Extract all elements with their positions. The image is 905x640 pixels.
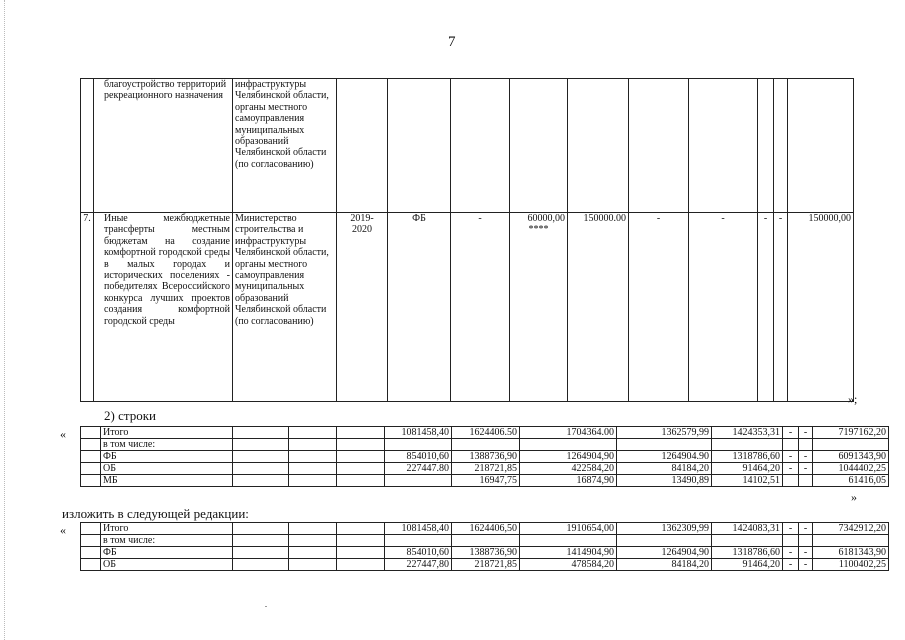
value-col-6: - bbox=[783, 451, 799, 463]
blank-cell bbox=[81, 559, 101, 571]
value-col-4: 1362309,99 bbox=[617, 523, 712, 535]
value-col-2: 218721,85 bbox=[452, 559, 520, 571]
blank-cell bbox=[233, 547, 289, 559]
table-row bbox=[81, 451, 889, 463]
value-col-5: 1318786,60 bbox=[712, 451, 783, 463]
row-name: ОБ bbox=[101, 463, 233, 475]
value-col-2: 1388736,90 bbox=[452, 547, 520, 559]
value-col-4: 1362579,99 bbox=[617, 427, 712, 439]
blank-cell bbox=[337, 559, 385, 571]
row-name: ФБ bbox=[101, 451, 233, 463]
value-2016: - bbox=[451, 213, 510, 402]
executor: Министерство строительства и инфраструктуры Челябинской области, органы местного самоуправления муниципальных образований Челябинской области (по согласованию) bbox=[233, 213, 337, 402]
value-col-7: - bbox=[799, 559, 813, 571]
scan-speck bbox=[265, 606, 267, 607]
executor: инфраструктуры Челябинской области, органы местного самоуправления муниципальных образований Челябинской области (по согласованию) bbox=[233, 79, 337, 213]
table-row bbox=[81, 439, 889, 451]
value-col-6: - bbox=[783, 523, 799, 535]
blank-cell bbox=[81, 439, 101, 451]
blank-cell bbox=[233, 559, 289, 571]
value-col-1 bbox=[385, 475, 452, 487]
value-col-4 bbox=[617, 439, 712, 451]
value-col-2: 1624406.50 bbox=[452, 427, 520, 439]
blank-cell bbox=[337, 535, 385, 547]
blank-cell bbox=[289, 559, 337, 571]
value-2017-note: **** bbox=[528, 224, 549, 236]
blank-cell bbox=[233, 439, 289, 451]
table-row bbox=[81, 475, 889, 487]
value-col-2: 1388736,90 bbox=[452, 451, 520, 463]
blank-cell bbox=[233, 523, 289, 535]
value-col-4: 1264904.90 bbox=[617, 451, 712, 463]
closing-quote: » bbox=[851, 490, 857, 504]
row-name: ОБ bbox=[101, 559, 233, 571]
blank-cell bbox=[337, 439, 385, 451]
value-col-7: - bbox=[799, 463, 813, 475]
value-2018: 150000.00 bbox=[568, 213, 629, 402]
blank-cell bbox=[81, 535, 101, 547]
scan-edge bbox=[0, 0, 5, 640]
value-col-6: - bbox=[783, 463, 799, 475]
value-col-3: 422584,20 bbox=[520, 463, 617, 475]
value-col-6 bbox=[783, 439, 799, 451]
value-col-1: 854010,60 bbox=[385, 547, 452, 559]
closing-quote: »; bbox=[848, 392, 858, 406]
row-name: в том числе: bbox=[101, 535, 233, 547]
value-col-2: 218721,85 bbox=[452, 463, 520, 475]
table-row bbox=[81, 427, 889, 439]
value-col-7: - bbox=[799, 427, 813, 439]
value-col-7: - bbox=[799, 451, 813, 463]
value-2022: - bbox=[774, 213, 788, 402]
row-name: Итого bbox=[101, 427, 233, 439]
row-number: 7. bbox=[81, 213, 94, 402]
value-col-2 bbox=[452, 439, 520, 451]
row-total: 6091343,90 bbox=[813, 451, 889, 463]
blank-cell bbox=[289, 439, 337, 451]
blank-cell bbox=[233, 427, 289, 439]
value-col-7: - bbox=[799, 547, 813, 559]
blank-cell bbox=[233, 451, 289, 463]
row-total: 1100402,25 bbox=[813, 559, 889, 571]
blank-cell bbox=[337, 463, 385, 475]
activities-table bbox=[80, 78, 854, 402]
value-col-1 bbox=[385, 439, 452, 451]
blank-cell bbox=[337, 475, 385, 487]
table-row bbox=[81, 463, 889, 475]
row-total: 7342912,20 bbox=[813, 523, 889, 535]
activity-name: Иные межбюджетные трансферты местным бюджетам на создание комфортной городской среды в малых городах и исторических поселениях - победителях Всероссийского конкурса лучших проектов создания комфортной городской среды bbox=[94, 213, 233, 402]
blank-cell bbox=[81, 451, 101, 463]
row-number bbox=[81, 79, 94, 213]
blank-cell bbox=[289, 475, 337, 487]
value-col-7 bbox=[799, 535, 813, 547]
value-col-4: 84184,20 bbox=[617, 463, 712, 475]
table-row bbox=[81, 213, 854, 402]
value-col-2 bbox=[452, 535, 520, 547]
value-2019: - bbox=[629, 213, 689, 402]
blank-cell bbox=[289, 451, 337, 463]
value-col-5: 14102,51 bbox=[712, 475, 783, 487]
row-name: Итого bbox=[101, 523, 233, 535]
blank-cell bbox=[233, 475, 289, 487]
blank-cell bbox=[289, 523, 337, 535]
row-total: 61416,05 bbox=[813, 475, 889, 487]
blank-cell bbox=[233, 535, 289, 547]
blank-cell bbox=[289, 463, 337, 475]
value-col-2: 16947,75 bbox=[452, 475, 520, 487]
value-col-6: - bbox=[783, 427, 799, 439]
row-name: МБ bbox=[101, 475, 233, 487]
value-col-7 bbox=[799, 475, 813, 487]
blank-cell bbox=[289, 535, 337, 547]
value-col-4: 84184,20 bbox=[617, 559, 712, 571]
section-label-rows: 2) строки bbox=[104, 408, 156, 423]
blank-cell bbox=[337, 523, 385, 535]
years: 2019-2020 bbox=[337, 213, 388, 402]
row-total: 1044402,25 bbox=[813, 463, 889, 475]
table-row bbox=[81, 523, 889, 535]
value-col-2: 1624406,50 bbox=[452, 523, 520, 535]
source: ФБ bbox=[388, 213, 451, 402]
value-2017 bbox=[510, 213, 568, 402]
value-col-1: 1081458,40 bbox=[385, 523, 452, 535]
value-col-3 bbox=[520, 535, 617, 547]
value-col-6 bbox=[783, 475, 799, 487]
value-col-6 bbox=[783, 535, 799, 547]
page-number: 7 bbox=[448, 34, 456, 50]
value-col-3: 1414904,90 bbox=[520, 547, 617, 559]
value-col-1: 227447,80 bbox=[385, 559, 452, 571]
value-col-3: 1264904,90 bbox=[520, 451, 617, 463]
blank-cell bbox=[337, 451, 385, 463]
table-row bbox=[81, 559, 889, 571]
value-2020: - bbox=[689, 213, 758, 402]
value-col-5: 1424353,31 bbox=[712, 427, 783, 439]
value-2021: - bbox=[758, 213, 774, 402]
value-col-5: 91464,20 bbox=[712, 559, 783, 571]
blank-cell bbox=[81, 475, 101, 487]
row-name: ФБ bbox=[101, 547, 233, 559]
value-col-6: - bbox=[783, 547, 799, 559]
row-total: 6181343,90 bbox=[813, 547, 889, 559]
table-row bbox=[81, 547, 889, 559]
value-col-3 bbox=[520, 439, 617, 451]
blank-cell bbox=[81, 463, 101, 475]
old-totals-table bbox=[80, 426, 889, 487]
new-totals-table bbox=[80, 522, 889, 571]
blank-cell bbox=[81, 427, 101, 439]
row-total bbox=[813, 439, 889, 451]
value-col-5 bbox=[712, 439, 783, 451]
value-col-4: 13490,89 bbox=[617, 475, 712, 487]
blank-cell bbox=[337, 427, 385, 439]
value-col-5: 91464,20 bbox=[712, 463, 783, 475]
value-col-7 bbox=[799, 439, 813, 451]
blank-cell bbox=[233, 463, 289, 475]
section-label-replace: изложить в следующей редакции: bbox=[62, 506, 249, 521]
value-col-3: 16874,90 bbox=[520, 475, 617, 487]
value-col-6: - bbox=[783, 559, 799, 571]
value-col-4 bbox=[617, 535, 712, 547]
row-name: в том числе: bbox=[101, 439, 233, 451]
value-col-1: 1081458,40 bbox=[385, 427, 452, 439]
value-col-1 bbox=[385, 535, 452, 547]
value-col-3: 478584,20 bbox=[520, 559, 617, 571]
row-total: 7197162,20 bbox=[813, 427, 889, 439]
value-col-4: 1264904,90 bbox=[617, 547, 712, 559]
blank-cell bbox=[337, 547, 385, 559]
blank-cell bbox=[289, 427, 337, 439]
opening-quote: « bbox=[60, 427, 66, 441]
value-col-3: 1910654,00 bbox=[520, 523, 617, 535]
value-col-1: 854010,60 bbox=[385, 451, 452, 463]
total: 150000,00 bbox=[788, 213, 854, 402]
blank-cell bbox=[81, 523, 101, 535]
table-row bbox=[81, 79, 854, 213]
table-row bbox=[81, 535, 889, 547]
activity-name: благоустройство территорий рекреационного назначения bbox=[94, 79, 233, 213]
opening-quote: « bbox=[60, 523, 66, 537]
value-col-3: 1704364.00 bbox=[520, 427, 617, 439]
value-2017-amount: 60000,00 bbox=[527, 213, 565, 224]
value-col-5 bbox=[712, 535, 783, 547]
value-col-5: 1424083,31 bbox=[712, 523, 783, 535]
row-total bbox=[813, 535, 889, 547]
value-col-5: 1318786,60 bbox=[712, 547, 783, 559]
blank-cell bbox=[81, 547, 101, 559]
value-col-7: - bbox=[799, 523, 813, 535]
blank-cell bbox=[289, 547, 337, 559]
value-col-1: 227447.80 bbox=[385, 463, 452, 475]
